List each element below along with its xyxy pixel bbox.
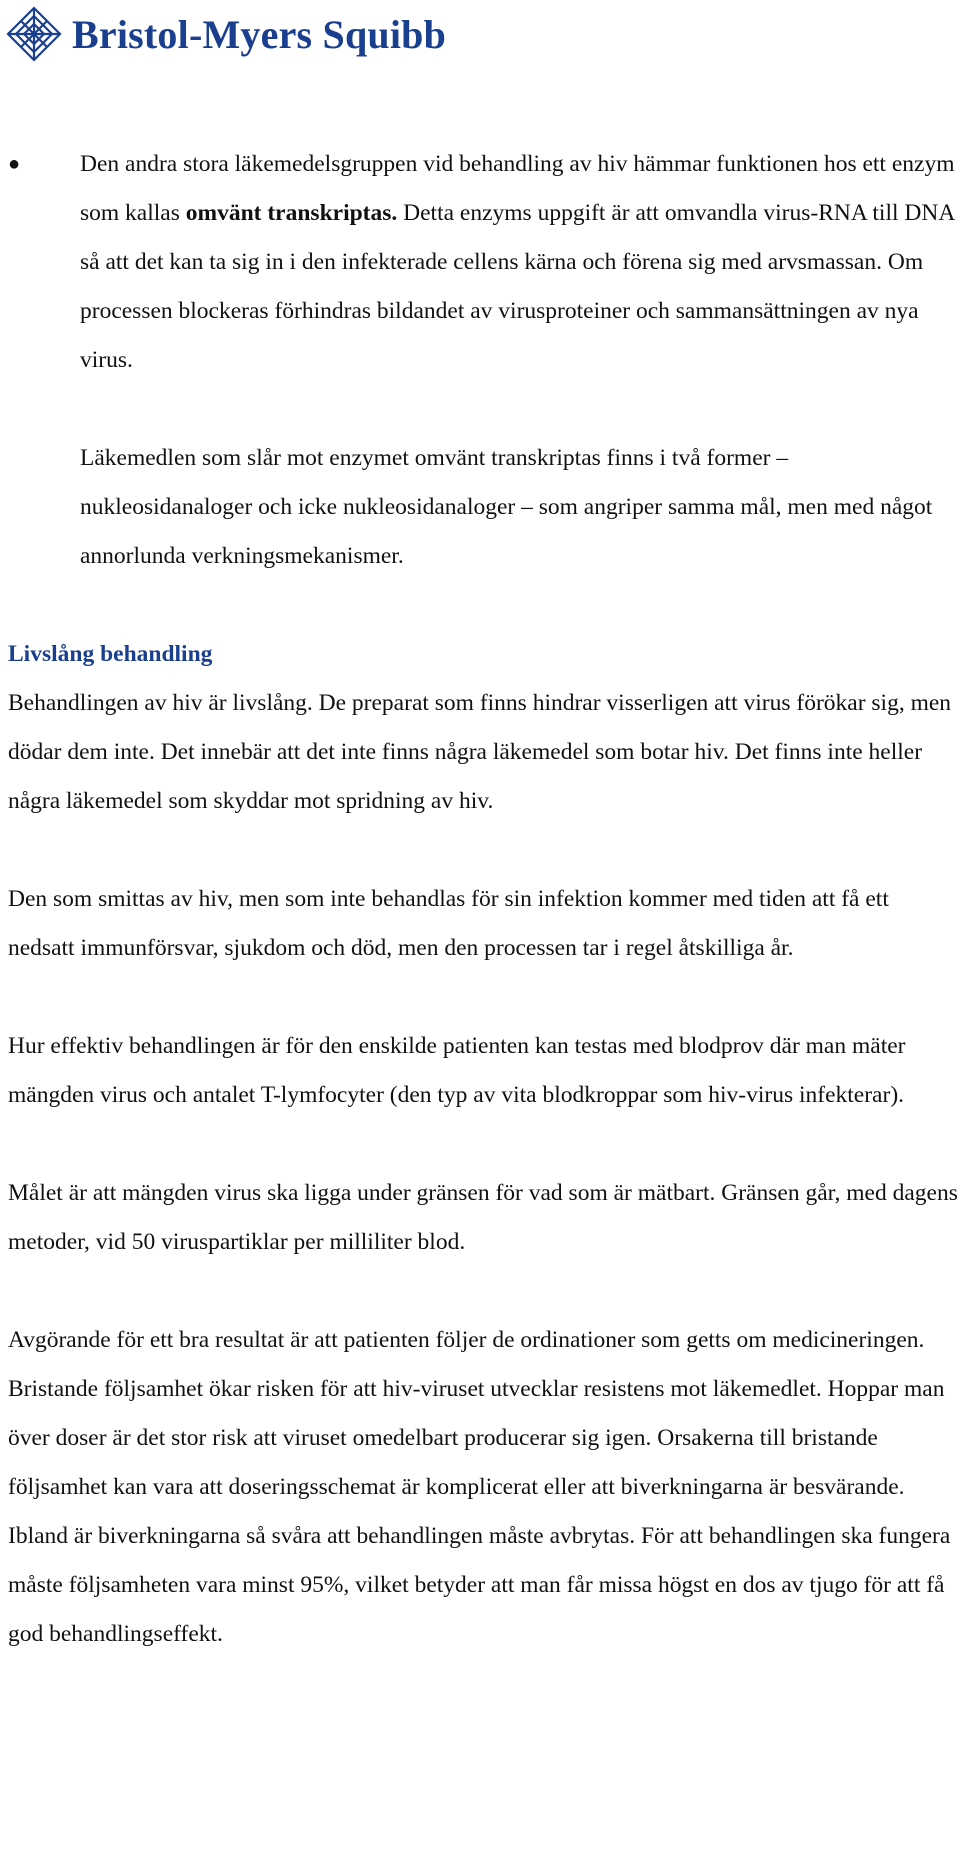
bold-term: omvänt transkriptas.: [185, 200, 398, 226]
company-logo: [6, 4, 446, 64]
paragraph-untreated: Den som smittas av hiv, men som inte behandlas för sin infektion kommer med tiden att få ett nedsatt immunförsvar, sjukdom och död, men den processen tar i regel åtskilliga år.: [8, 886, 889, 961]
paragraph-goal: Målet är att mängden virus ska ligga under gränsen för vad som är mätbart. Gränsen går, med dagens metoder, vid 50 viruspartiklar per milliliter blod.: [8, 1180, 958, 1255]
bullet-icon: ●: [8, 153, 21, 175]
paragraph-lifelong: Behandlingen av hiv är livslång. De preparat som finns hindrar visserligen att virus förökar sig, men dödar dem inte. Det innebär att det inte finns några läkemedel som botar hiv. Det finns inte heller några läkemedel som skyddar mot spridning av hiv.: [8, 690, 952, 814]
paragraph-reverse-transcriptase-forms: Läkemedlen som slår mot enzymet omvänt transkriptas finns i två former – nukleosidanaloger och icke nukleosidanaloger – som angriper samma mål, men med något annorlunda verkningsmekanismer.: [80, 445, 933, 569]
bms-logo-icon: [6, 6, 62, 62]
document-body: [8, 140, 958, 1659]
bullet-item: [8, 140, 958, 385]
paragraph-adherence: Avgörande för ett bra resultat är att patienten följer de ordinationer som getts om medicineringen. Bristande följsamhet ökar risken för att hiv-viruset utvecklar resistens mot läkemedlet. Hoppar man över doser är det stor risk att viruset omedelbart producerar sig igen. Orsakerna till bristande följsamhet kan vara att doseringsschemat är komplicerat eller att biverkningarna är besvärande. Ibland är biverkningarna så svåra att behandlingen måste avbrytas. För att behandlingen ska fungera måste följsamheten vara minst 95%, vilket betyder att man får missa högst en dos av tjugo för att få god behandlingseffekt.: [8, 1327, 951, 1647]
paragraph-effectiveness: Hur effektiv behandlingen är för den enskilde patienten kan testas med blodprov där man mäter mängden virus och antalet T-lymfocyter (den typ av vita blodkroppar som hiv-virus infekterar).: [8, 1033, 906, 1108]
section-heading: Livslång behandling: [8, 641, 213, 667]
company-name: Bristol-Myers Squibb: [72, 11, 447, 57]
bullet-paragraph: Den andra stora läkemedelsgruppen vid behandling av hiv hämmar funktionen hos ett enzym som kallas omvänt transkriptas. Detta enzyms uppgift är att omvandla virus-RNA till DNA så att det kan ta sig in i den infekterade cellens kärna och förena sig med arvsmassan. Om processen blockeras förhindras bildandet av virusproteiner och sammansättningen av nya virus.: [80, 151, 955, 373]
